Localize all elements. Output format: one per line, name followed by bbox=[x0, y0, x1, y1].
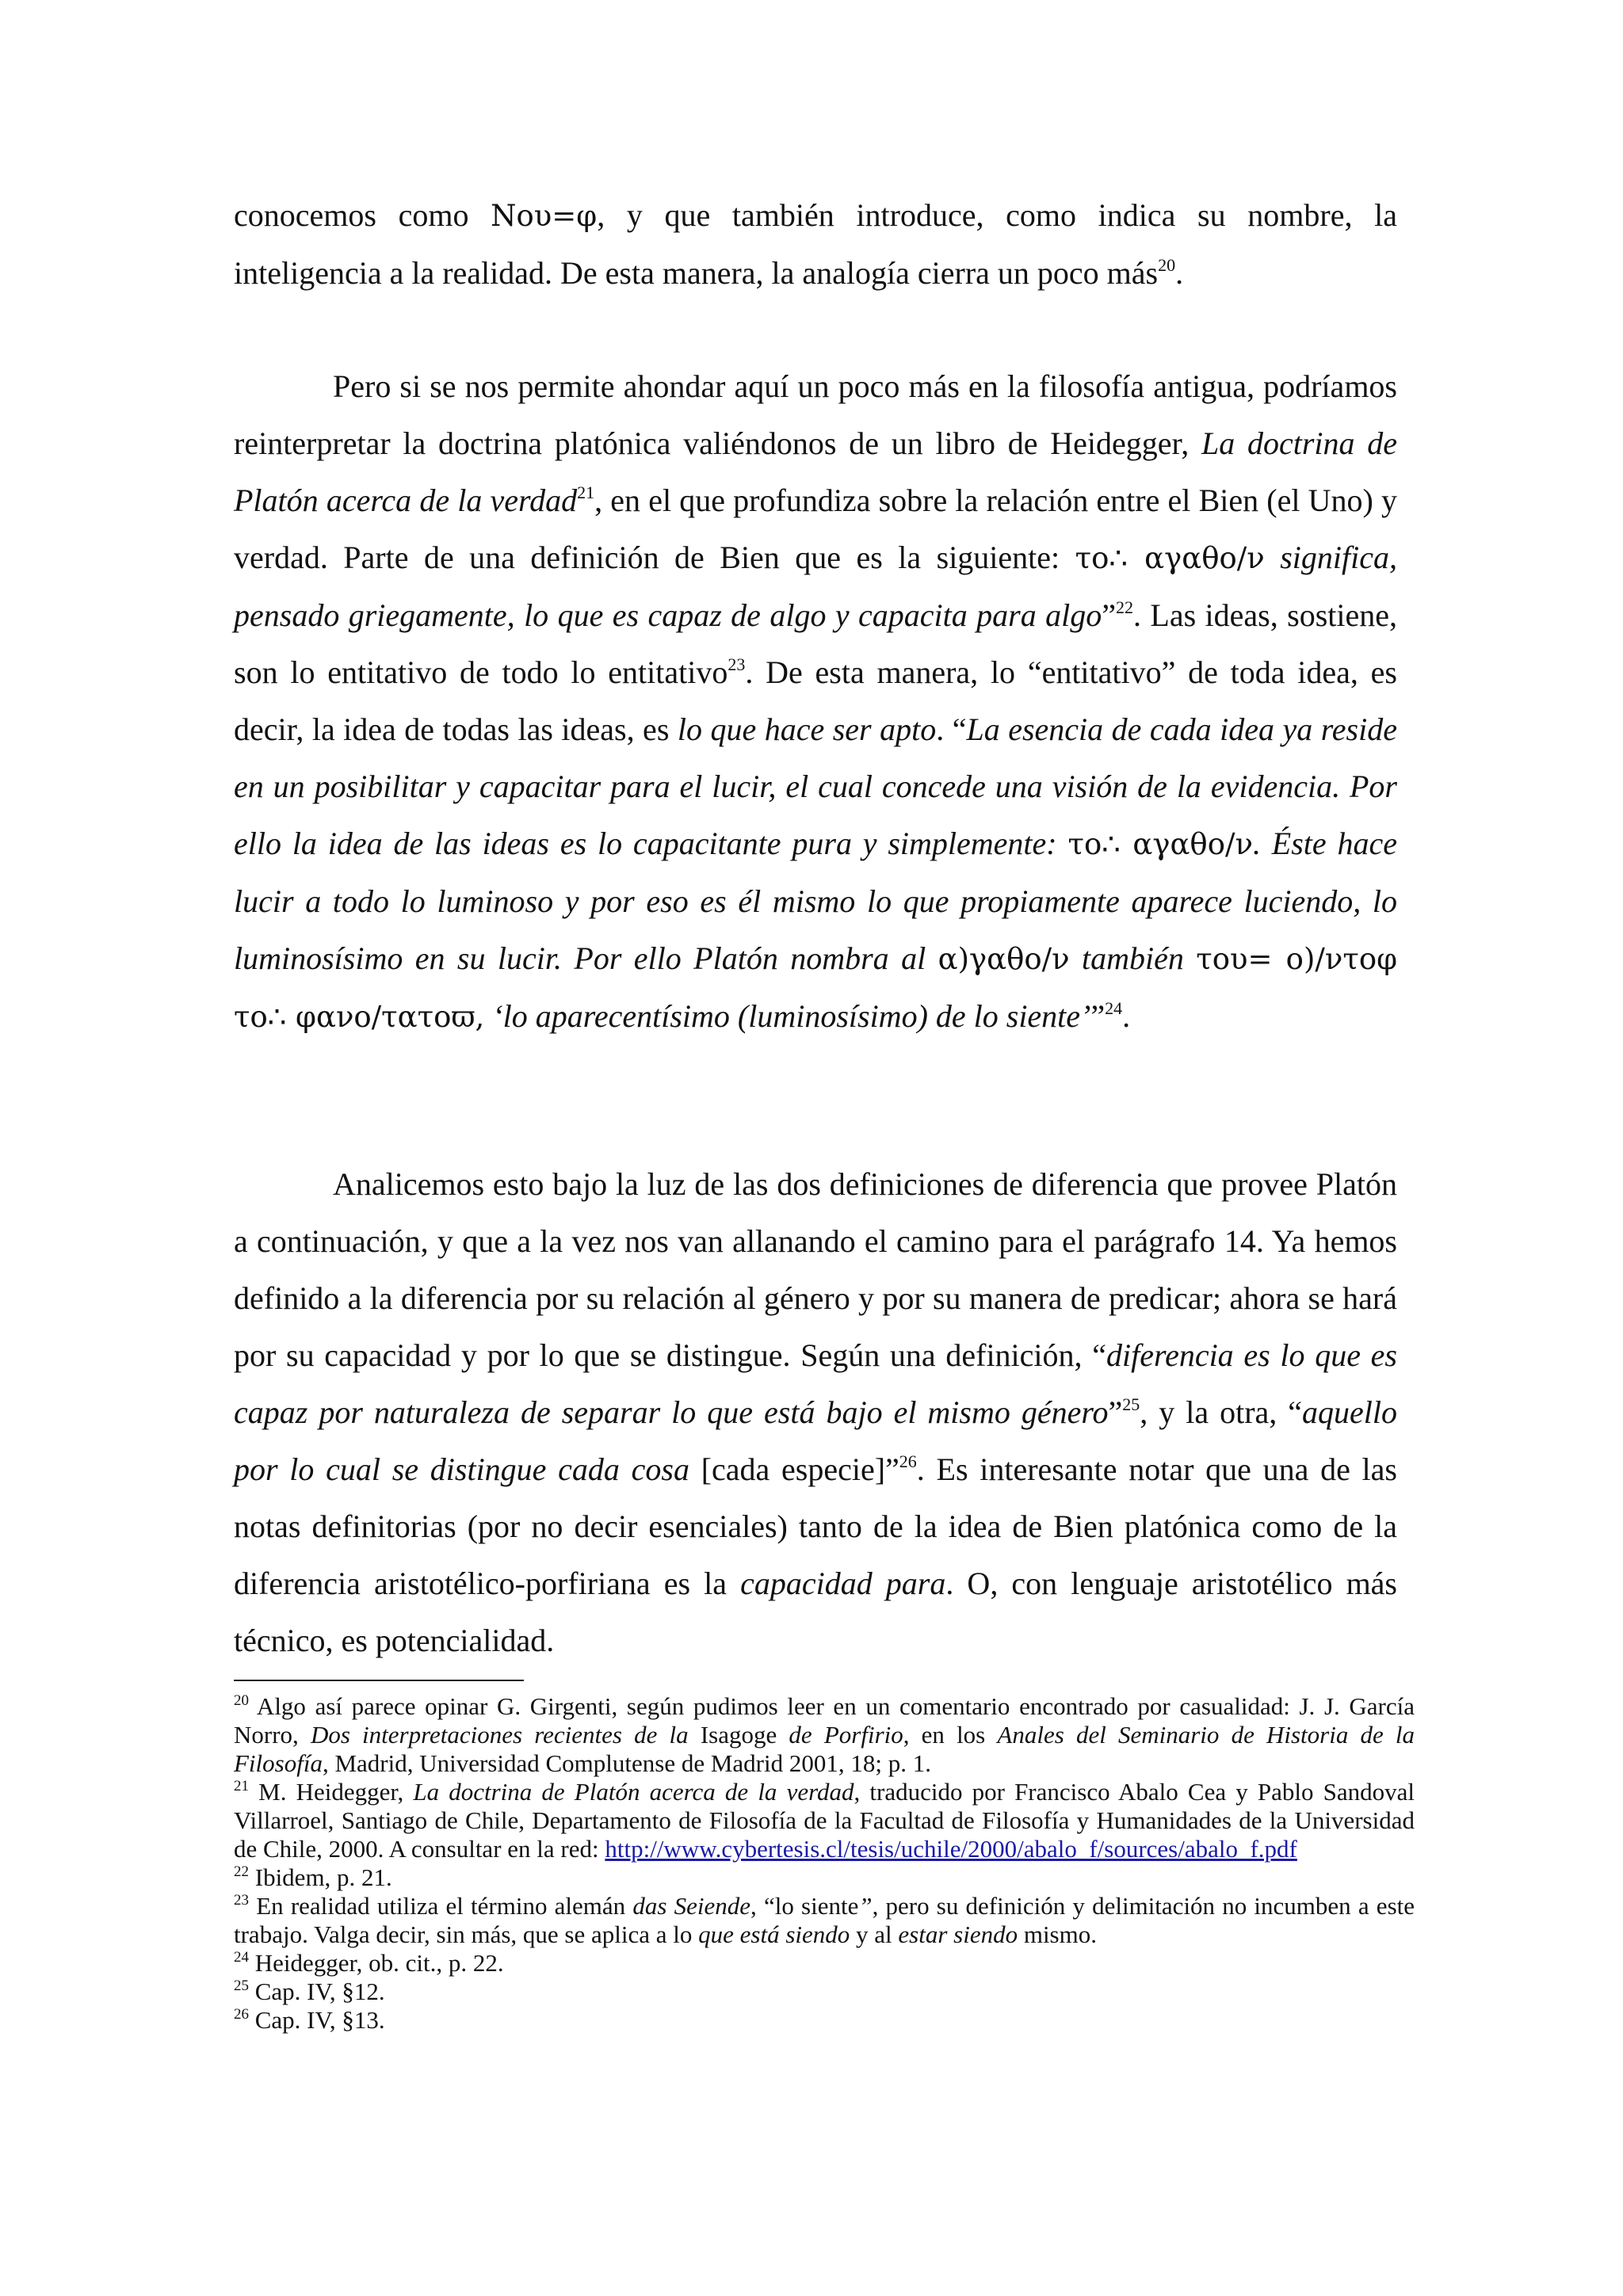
footnote-text: Isagoge bbox=[688, 1721, 789, 1749]
footnotes bbox=[234, 1692, 1415, 2035]
book-title: La doctrina de Platón acerca de la verdad bbox=[234, 425, 1398, 518]
footnote-italic: Anales del Seminario de Historia de la Filosofía bbox=[234, 1721, 1415, 1777]
footnote-22 bbox=[234, 1863, 1415, 1892]
paragraph-text: . O, con lenguaje aristotélico más técnico, es potencialidad. bbox=[234, 1566, 1397, 1658]
quotation-text: La esencia de cada idea ya reside en un posibilitar y capacitar para el lucir, el cual concede una visión de la evidencia. Por ello la idea de las ideas es lo capacitante pura y simplemente: bbox=[234, 711, 1397, 861]
footnote-text: , traducido por Francisco Abalo Cea y Pablo Sandoval Villarroel, Santiago de Chile, Departamento de Filosofía de la Facultad de Filosofía y Humanidades de la Universidad de Chile, 2000. A consultar en la red: bbox=[234, 1778, 1415, 1863]
footnote-text: mismo. bbox=[1018, 1920, 1097, 1948]
paragraph-text: Pero si se nos permite ahondar aquí un poco más en la filosofía antigua, podríamos reinterpretar la doctrina platónica valiéndonos de un libro de Heidegger, bbox=[234, 368, 1397, 461]
quotation-text: . Éste hace lucir a todo lo luminoso y por eso es él mismo lo que propiamente aparece luciendo, lo luminosísimo en su lucir. Por ello Platón nombra al bbox=[234, 826, 1397, 976]
paragraph-text: . bbox=[1175, 255, 1184, 291]
footnote-text: Cap. IV, §12. bbox=[249, 1978, 385, 2005]
footnote-ref-26[interactable]: 26 bbox=[899, 1451, 917, 1471]
greek-term: α)γαθο/ν bbox=[938, 942, 1070, 976]
greek-term: το∴ αγαθο/ν bbox=[1075, 541, 1265, 575]
footnote-number: 26 bbox=[234, 2006, 249, 2023]
footnote-20 bbox=[234, 1692, 1415, 1778]
footnote-text: M. Heidegger, bbox=[249, 1778, 414, 1806]
paragraph-text: . Es interesante notar que una de las notas definitorias (por no decir esenciales) tanto de la idea de Bien platónica como de la diferencia aristotélico-porfiriana es la bbox=[234, 1451, 1397, 1601]
emphasis-text: capacidad para bbox=[740, 1566, 946, 1601]
footnote-url-link[interactable]: http://www.cybertesis.cl/tesis/uchile/2000/abalo_f/sources/abalo_f.pdf bbox=[605, 1835, 1297, 1863]
footnote-italic: ” bbox=[858, 1892, 873, 1920]
footnote-ref-21[interactable]: 21 bbox=[577, 482, 595, 502]
footnote-number: 22 bbox=[234, 1863, 249, 1880]
paragraph-text: . De esta manera, lo “entitativo” de toda idea, es decir, la idea de todas las ideas, es bbox=[234, 654, 1398, 747]
quotation-text: ‘lo aparecentísimo (luminosísimo) de lo siente’ bbox=[484, 998, 1091, 1034]
paragraph-text: conocemos como bbox=[234, 197, 491, 233]
footnote-ref-22[interactable]: 22 bbox=[1115, 597, 1133, 617]
paragraph-text: . Las ideas, sostiene, son lo entitativo de todo lo entitativo bbox=[234, 597, 1397, 690]
footnote-ref-25[interactable]: 25 bbox=[1122, 1394, 1140, 1414]
footnote-ref-20[interactable]: 20 bbox=[1158, 255, 1176, 275]
footnote-italic: estar siendo bbox=[898, 1920, 1018, 1948]
paragraph-text: Analicemos esto bajo la luz de las dos definiciones de diferencia que provee Platón a continuación, y que a la vez nos van allanando el camino para el parágrafo 14. Ya hemos definido a la diferencia por su relación al género y por su manera de predicar; ahora se hará por su capacidad y por lo que se distingue. Según una definición, “ bbox=[234, 1166, 1397, 1373]
paragraph-text: . “ bbox=[936, 711, 967, 747]
footnote-text: , pero su definición y delimitación no incumben a este trabajo. Valga decir, sin más, que se aplica a lo bbox=[234, 1892, 1415, 1948]
footnote-number: 25 bbox=[234, 1978, 249, 1994]
paragraph-text: ” bbox=[1108, 1394, 1123, 1430]
paragraph-text: . bbox=[1122, 998, 1131, 1034]
footnote-text: , Madrid, Universidad Complutense de Madrid 2001, 18; p. 1. bbox=[322, 1749, 931, 1777]
footnote-italic: La doctrina de Platón acerca de la verdad bbox=[413, 1778, 854, 1806]
footnote-26 bbox=[234, 2006, 1415, 2035]
footnote-ref-23[interactable]: 23 bbox=[727, 654, 746, 674]
paragraph-1 bbox=[234, 187, 1397, 302]
footnote-italic: das Seiende bbox=[632, 1892, 751, 1920]
paragraph-text: ” bbox=[1102, 597, 1116, 633]
footnote-number: 23 bbox=[234, 1892, 249, 1909]
greek-term: του= ο)/ντοφ το∴ φανο/τατοϖ, bbox=[234, 942, 1398, 1034]
footnote-number: 20 bbox=[234, 1692, 249, 1709]
footnote-italic: Dos interpretaciones recientes de la bbox=[310, 1721, 689, 1749]
quotation-text: aquello por lo cual se distingue cada cosa bbox=[234, 1394, 1398, 1487]
footnote-number: 21 bbox=[234, 1778, 249, 1794]
quotation-text: también bbox=[1069, 940, 1197, 976]
footnote-ref-24[interactable]: 24 bbox=[1105, 998, 1123, 1018]
footnote-text: y al bbox=[850, 1920, 899, 1948]
footnote-text: Ibidem, p. 21. bbox=[249, 1863, 392, 1891]
footnote-separator bbox=[234, 1680, 524, 1681]
quotation-text: diferencia es lo que es capaz por naturaleza de separar lo que está bajo el mismo género bbox=[234, 1337, 1397, 1430]
paragraph-2 bbox=[234, 358, 1397, 1046]
paragraph-text: [cada especie]” bbox=[689, 1451, 899, 1487]
paragraph-text: , en el que profundiza sobre la relación entre el Bien (el Uno) y verdad. Parte de una definición de Bien que es la siguiente: bbox=[234, 482, 1398, 575]
footnote-italic: de Porfirio bbox=[789, 1721, 903, 1749]
footnote-21 bbox=[234, 1778, 1415, 1863]
paragraph-text: , y que también introduce, como indica su nombre, la inteligencia a la realidad. De esta manera, la analogía cierra un poco más bbox=[234, 197, 1397, 291]
footnote-text: Cap. IV, §13. bbox=[249, 2006, 385, 2034]
footnote-text: Heidegger, ob. cit., p. 22. bbox=[249, 1949, 504, 1977]
footnote-24 bbox=[234, 1949, 1415, 1978]
emphasis-text: lo que hace ser apto bbox=[677, 711, 937, 747]
quoted-definition: significa, pensado griegamente, lo que es capaz de algo y capacita para algo bbox=[234, 540, 1397, 633]
footnote-text: , en los bbox=[903, 1721, 998, 1749]
footnote-25 bbox=[234, 1978, 1415, 2006]
footnote-text: En realidad utiliza el término alemán bbox=[249, 1892, 633, 1920]
paragraph-text: , y la otra, “ bbox=[1140, 1394, 1303, 1430]
footnote-italic: que está siendo bbox=[698, 1920, 850, 1948]
footnote-text: Algo así parece opinar G. Girgenti, según pudimos leer en un comentario encontrado por casualidad: J. J. García Norro, bbox=[234, 1692, 1415, 1749]
paragraph-text: ” bbox=[1090, 998, 1106, 1034]
greek-term: το∴ αγαθο/ν bbox=[1067, 827, 1253, 861]
footnote-23 bbox=[234, 1892, 1415, 1949]
paragraph-3 bbox=[234, 1156, 1397, 1669]
footnote-number: 24 bbox=[234, 1949, 249, 1966]
footnote-text: , “lo siente bbox=[750, 1892, 859, 1920]
greek-term: Nου=φ bbox=[491, 199, 598, 233]
